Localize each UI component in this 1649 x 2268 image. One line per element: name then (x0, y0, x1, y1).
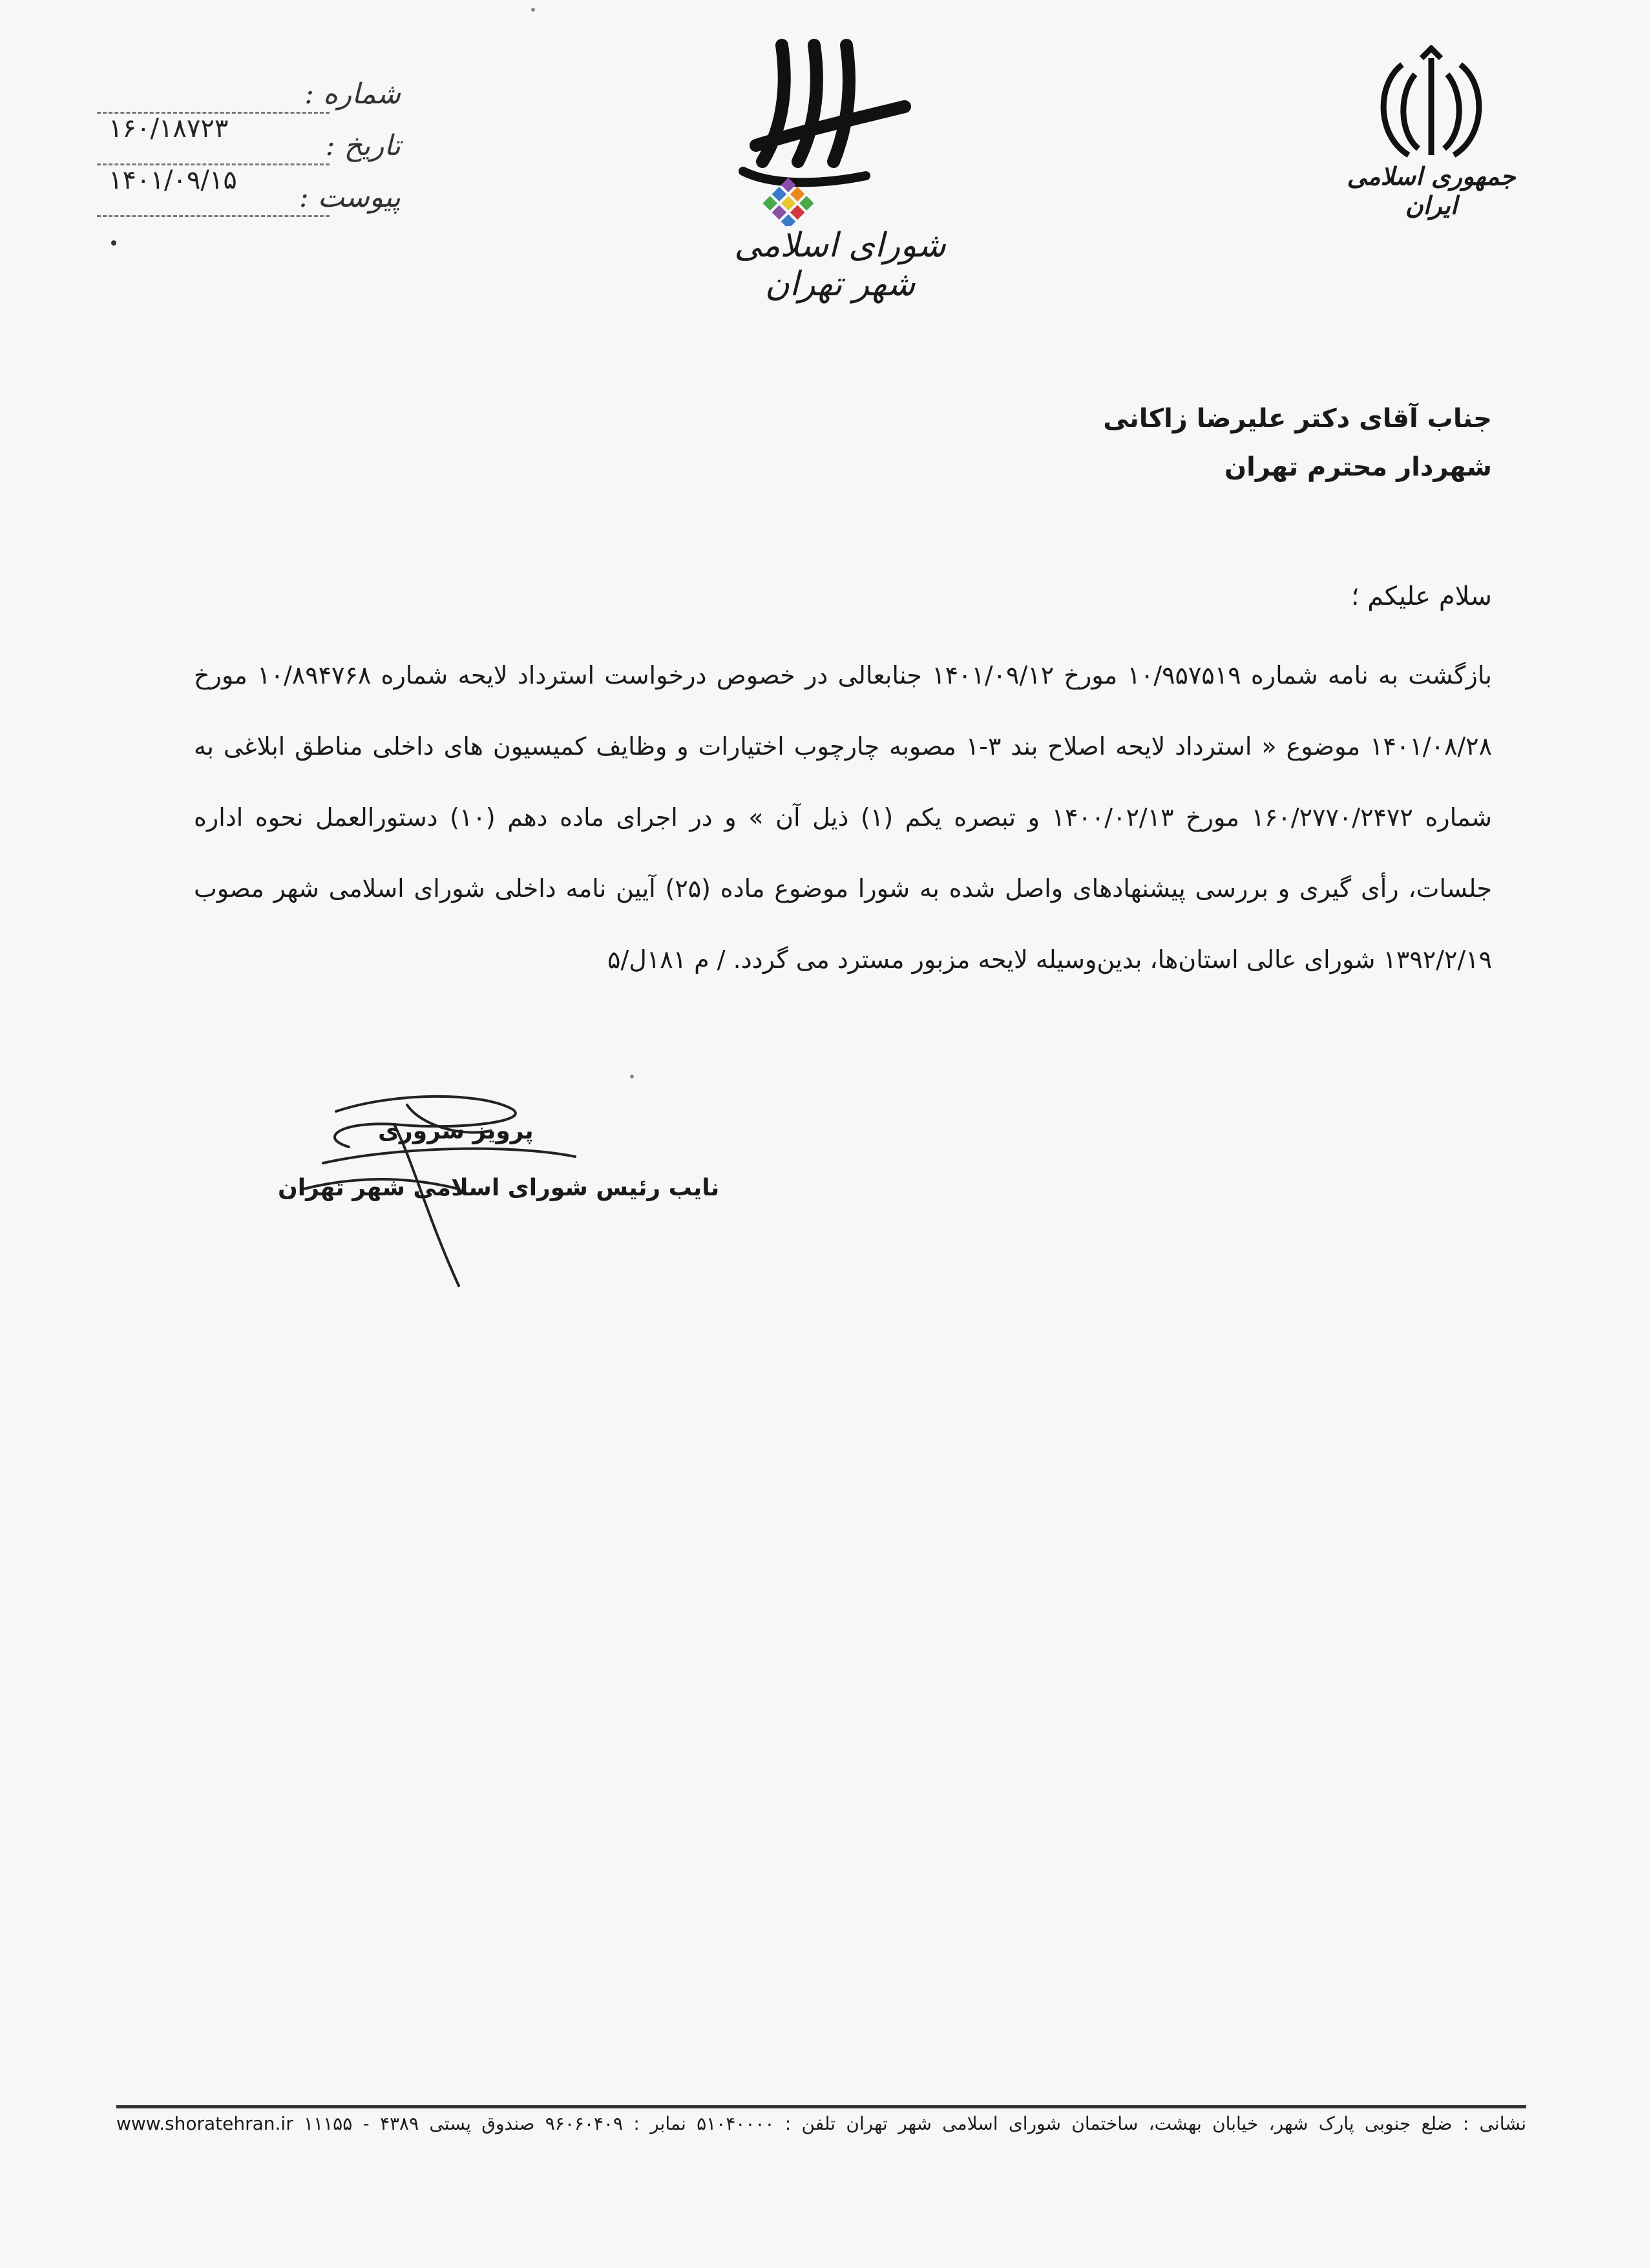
emblem-icon (1325, 45, 1538, 162)
signatory-title: نایب رئیس شورای اسلامی شهر تهران (278, 1175, 720, 1201)
date-label: تاریخ : (325, 129, 401, 162)
number-value: ۱۶۰/۱۸۷۲۳ (109, 114, 229, 143)
emblem-caption: جمهوری اسلامی ایران (1347, 162, 1516, 220)
attachment-dotted-line (97, 215, 330, 217)
footer-rule (116, 2105, 1526, 2108)
greeting: سلام علیکم ؛ (1350, 582, 1492, 611)
signatory-name: پرویز سروری (378, 1118, 534, 1144)
council-logo-mark (717, 32, 989, 226)
letter-body: بازگشت به نامه شماره ۱۰/۹۵۷۵۱۹ مورخ ۱۴۰۱/۰۹/۱۲ جنابعالی در خصوص درخواست استرداد لایحه شماره ۱۰/۸۹۴۷۶۸ مورخ ۱۴۰۱/۰۸/۲۸ موضوع « استرداد لایحه اصلاح بند ۳-۱ مصوبه چارچوب اختیارات و وظایف کمیسیون های داخلی مناطق ابلاغی به شماره ۱۶۰/۲۷۷۰/۲۴۷۲ مورخ ۱۴۰۰/۰۲/۱۳ و تبصره یکم (۱) ذیل آن » و در اجرای ماده دهم (۱۰) دستورالعمل نحوه اداره جلسات، رأی گیری و بررسی پیشنهادهای واصل شده به شورا موضوع ماده (۲۵) آیین نامه داخلی شورای اسلامی شهر مصوب ۱۳۹۲/۲/۱۹ شورای عالی استان‌ها، بدین‌وسیله لایحه مزبور مسترد می گردد. / م ۱۸۱ل/۵ (194, 661, 1493, 974)
scan-speck (531, 8, 535, 12)
scan-speck (630, 1075, 634, 1078)
council-logo-caption: شورای اسلامی شهر تهران (734, 226, 946, 304)
recipient-line-2: شهردار محترم تهران (1224, 452, 1492, 482)
national-emblem (1325, 45, 1538, 220)
attachment-row (97, 165, 401, 226)
footer-address: نشانی : ضلع جنوبی پارک شهر، خیابان بهشت، ساختمان شورای اسلامی شهر تهران تلفن : ۵۱۰۴۰۰۰۰ نمابر : ۹۶۰۶۰۴۰۹ صندوق پستی ۴۳۸۹ - ۱۱۱۵۵ www.shoratehran.ir (116, 2113, 1526, 2134)
council-logo (717, 32, 989, 304)
attachment-label: پیوست : (299, 181, 401, 214)
number-label: شماره : (304, 78, 401, 110)
recipient-line-1: جناب آقای دکتر علیرضا زاکانی (1103, 404, 1492, 434)
ink-dot (111, 240, 116, 246)
date-value: ۱۴۰۱/۰۹/۱۵ (109, 165, 237, 195)
